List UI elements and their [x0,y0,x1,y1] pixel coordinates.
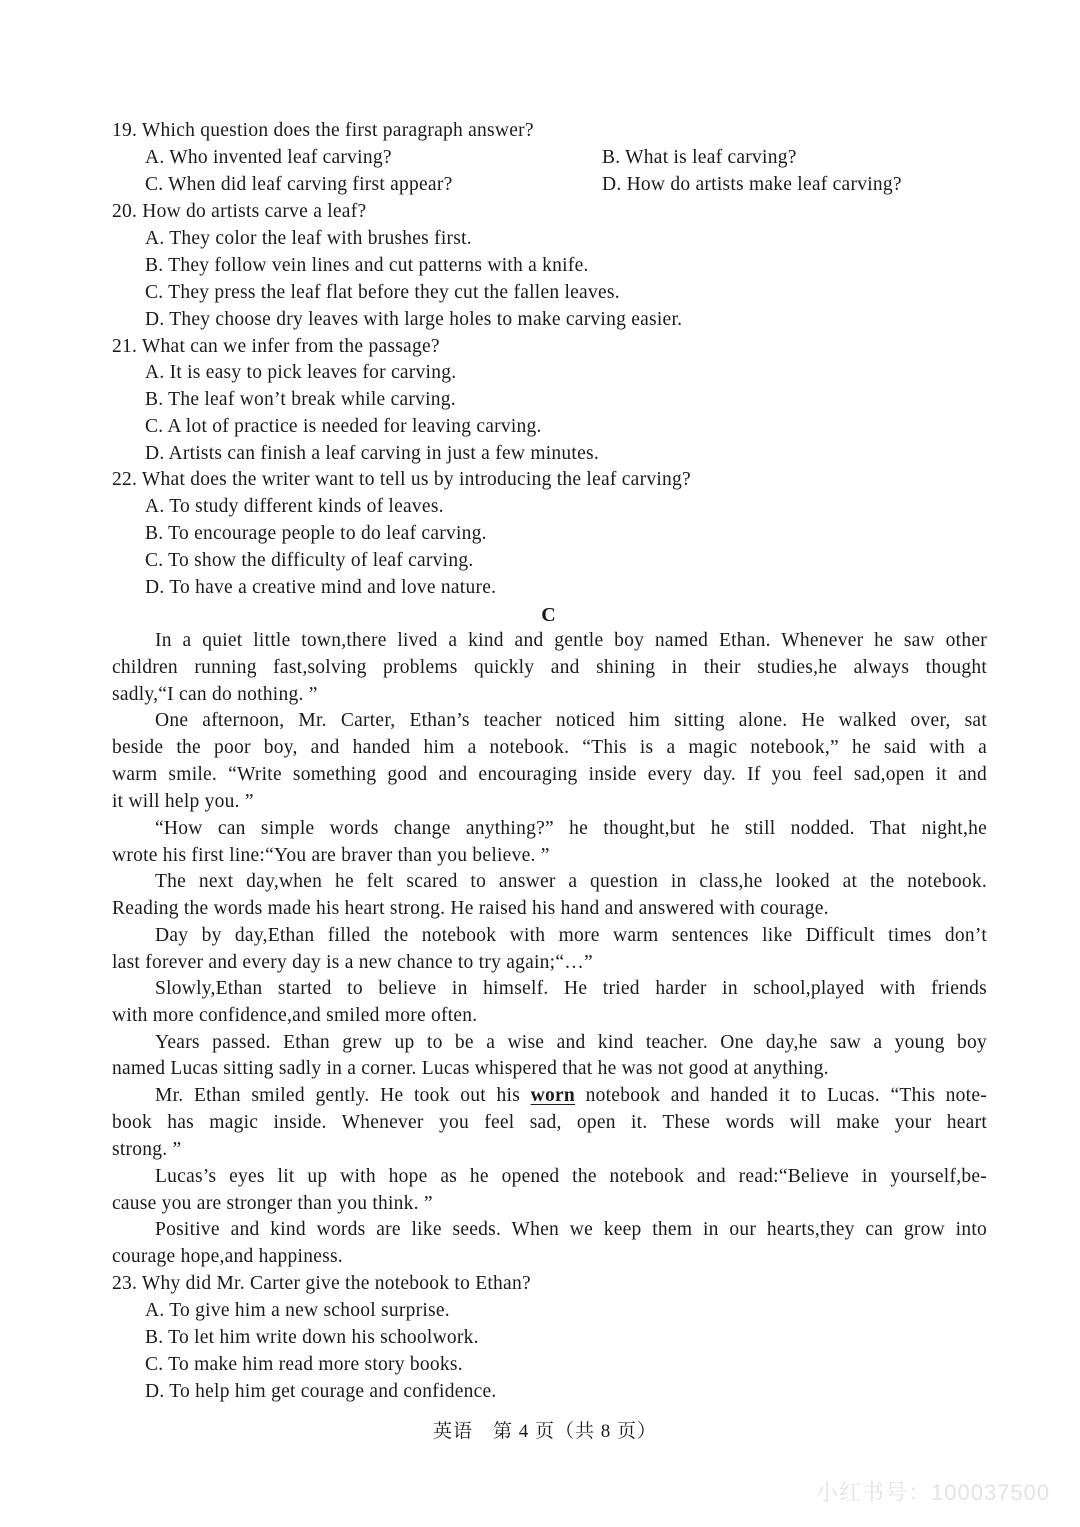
question-23-option-d: D. To help him get courage and confidence. [145,1381,497,1402]
question-21-option-a: A. It is easy to pick leaves for carving. [145,362,457,383]
passage-line: it will help you. ” [112,791,254,812]
passage-line: cause you are stronger than you think. ” [112,1193,433,1214]
passage-text: notebook and handed it to Lucas. “This note- [575,1085,987,1106]
passage-line: children running fast,solving problems quickly and shining in their studies,he always thought [112,657,987,678]
passage-line: Slowly,Ethan started to believe in himself. He tried harder in school,played with friends [155,978,987,999]
passage-line: Years passed. Ethan grew up to be a wise and kind teacher. One day,he saw a young boy [155,1032,987,1053]
passage-line: last forever and every day is a new chance to try again;“…” [112,952,593,973]
question-22-option-c: C. To show the difficulty of leaf carving. [145,550,474,571]
question-20-option-c: C. They press the leaf flat before they cut the fallen leaves. [145,282,620,303]
question-22-option-a: A. To study different kinds of leaves. [145,496,444,517]
question-20-option-d: D. They choose dry leaves with large holes to make carving easier. [145,309,683,330]
question-20-option-a: A. They color the leaf with brushes first. [145,228,472,249]
question-23-stem: 23. Why did Mr. Carter give the notebook to Ethan? [112,1273,531,1294]
passage-line: strong. ” [112,1139,182,1160]
question-23-option-c: C. To make him read more story books. [145,1354,463,1375]
question-19-option-c: C. When did leaf carving first appear? [145,174,453,195]
passage-line: wrote his first line:“You are braver than you believe. ” [112,845,550,866]
passage-line: beside the poor boy, and handed him a notebook. “This is a magic notebook,” he said with a [112,737,987,758]
underlined-word-worn: worn [530,1085,576,1106]
section-heading: C [541,604,556,626]
question-23-option-a: A. To give him a new school surprise. [145,1300,450,1321]
passage-text: Mr. Ethan smiled gently. He took out his [155,1085,531,1106]
question-21-option-b: B. The leaf won’t break while carving. [145,389,456,410]
question-19-option-a: A. Who invented leaf carving? [145,147,392,168]
passage-line: Positive and kind words are like seeds. When we keep them in our hearts,they can grow into [155,1219,987,1240]
watermark: 小红书号：100037500 [816,1480,1051,1505]
passage-line [155,1083,987,1109]
passage-line: warm smile. “Write something good and encouraging inside every day. If you feel sad,open it and [112,764,987,785]
question-21-option-c: C. A lot of practice is needed for leaving carving. [145,416,542,437]
passage-line: Reading the words made his heart strong. He raised his hand and answered with courage. [112,898,829,919]
question-21-option-d: D. Artists can finish a leaf carving in just a few minutes. [145,443,599,464]
question-23-option-b: B. To let him write down his schoolwork. [145,1327,479,1348]
passage-line: The next day,when he felt scared to answer a question in class,he looked at the notebook. [155,871,987,892]
question-21-stem: 21. What can we infer from the passage? [112,336,440,357]
question-22-option-d: D. To have a creative mind and love nature. [145,577,497,598]
passage-line: with more confidence,and smiled more often. [112,1005,478,1026]
question-19-option-b: B. What is leaf carving? [602,147,797,168]
passage-line: named Lucas sitting sadly in a corner. Lucas whispered that he was not good at anything. [112,1058,829,1079]
page-footer: 英语 第 4 页（共 8 页） [432,1421,657,1442]
passage-line: In a quiet little town,there lived a kind and gentle boy named Ethan. Whenever he saw other [155,630,987,651]
passage-line: courage hope,and happiness. [112,1246,343,1267]
question-22-option-b: B. To encourage people to do leaf carving. [145,523,487,544]
question-19-stem: 19. Which question does the first paragraph answer? [112,120,534,141]
question-20-stem: 20. How do artists carve a leaf? [112,201,367,222]
passage-line: One afternoon, Mr. Carter, Ethan’s teacher noticed him sitting alone. He walked over, sat [155,710,987,731]
passage-line: “How can simple words change anything?” he thought,but he still nodded. That night,he [155,818,987,839]
passage-line: book has magic inside. Whenever you feel sad, open it. These words will make your heart [112,1112,987,1133]
passage-line: sadly,“I can do nothing. ” [112,684,318,705]
question-20-option-b: B. They follow vein lines and cut patterns with a knife. [145,255,589,276]
passage-line: Day by day,Ethan filled the notebook with more warm sentences like Difficult times don’t [155,925,987,946]
question-19-option-d: D. How do artists make leaf carving? [602,174,902,195]
question-22-stem: 22. What does the writer want to tell us by introducing the leaf carving? [112,469,691,490]
passage-line: Lucas’s eyes lit up with hope as he opened the notebook and read:“Believe in yourself,be- [155,1166,987,1187]
